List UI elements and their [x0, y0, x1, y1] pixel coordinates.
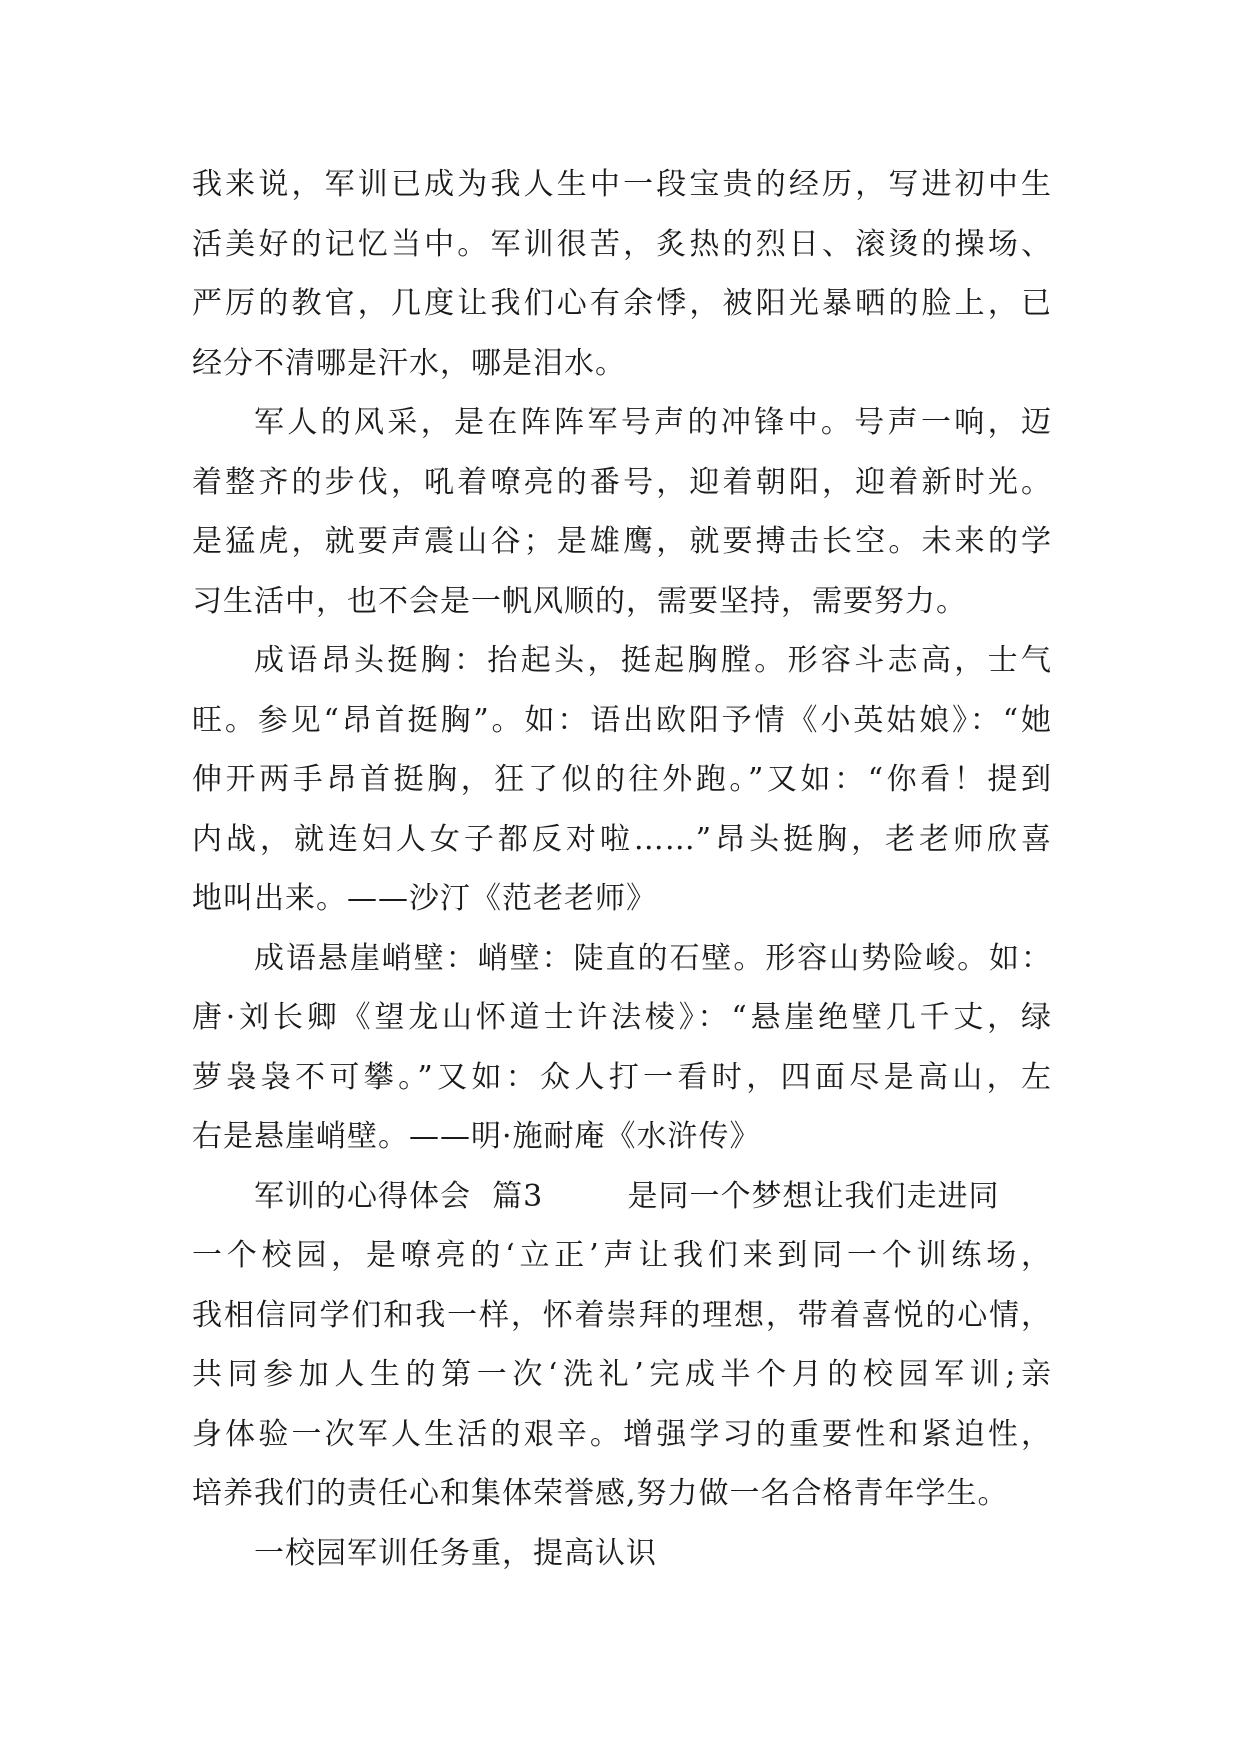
text-line: 是猛虎，就要声震山谷；是雄鹰，就要搏击长空。未来的学	[192, 524, 1052, 559]
text-line: 着整齐的步伐，吼着嘹亮的番号，迎着朝阳，迎着新时光。	[192, 464, 1052, 500]
text-line: 我来说，军训已成为我人生中一段宝贵的经历，写进初中生	[192, 167, 1052, 202]
text-line: 习生活中，也不会是一帆风顺的，需要坚持，需要努力。	[192, 583, 967, 619]
text-line: 经分不清哪是汗水，哪是泪水。	[192, 345, 626, 381]
paragraph-first-line: 成语悬崖峭壁：峭壁：陡直的石壁。形容山势险峻。如：	[254, 940, 1052, 976]
text-line: 伸开两手昂首挺胸，狂了似的往外跑。”又如：“你看！提到	[192, 762, 1052, 797]
text-line: 右是悬崖峭壁。——明·施耐庵《水浒传》	[192, 1119, 761, 1154]
text-line: 严厉的教官，几度让我们心有余悸，被阳光暴晒的脸上，已	[192, 286, 1052, 321]
paragraph-first-line: 成语昂头挺胸：抬起头，挺起胸膛。形容斗志高，士气	[254, 643, 1052, 678]
text-line: 培养我们的责任心和集体荣誉感,努力做一名合格青年学生。	[192, 1476, 1009, 1511]
text-line: 一个校园，是嘹亮的‘立正’声让我们来到同一个训练场，	[192, 1238, 1052, 1273]
text-line: 我相信同学们和我一样，怀着崇拜的理想，带着喜悦的心情，	[192, 1297, 1052, 1333]
text-line: 唐·刘长卿《望龙山怀道士许法棱》：“悬崖绝壁几千丈，绿	[192, 1000, 1052, 1035]
document-body	[192, 155, 1052, 1583]
text-line: 内战，就连妇人女子都反对啦……”昂头挺胸，老老师欣喜	[192, 821, 1052, 857]
paragraph-first-line: 一校园军训任务重，提高认识	[254, 1535, 657, 1571]
text-line: 身体验一次军人生活的艰辛。增强学习的重要性和紧迫性，	[192, 1416, 1052, 1452]
text-line: 旺。参见“昂首挺胸”。如：语出欧阳予情《小英姑娘》：“她	[192, 702, 1052, 738]
text-line: 萝袅袅不可攀。”又如：众人打一看时，四面尽是高山，左	[192, 1059, 1052, 1095]
section-heading-line: 军训的心得体会 篇3 是同一个梦想让我们走进同	[254, 1178, 1000, 1214]
text-line: 活美好的记忆当中。军训很苦，炙热的烈日、滚烫的操场、	[192, 226, 1052, 262]
paragraph-first-line: 军人的风采，是在阵阵军号声的冲锋中。号声一响，迈	[254, 405, 1052, 440]
text-line: 地叫出来。——沙汀《范老老师》	[192, 881, 657, 916]
text-line: 共同参加人生的第一次‘洗礼’完成半个月的校园军训;亲	[192, 1357, 1052, 1392]
